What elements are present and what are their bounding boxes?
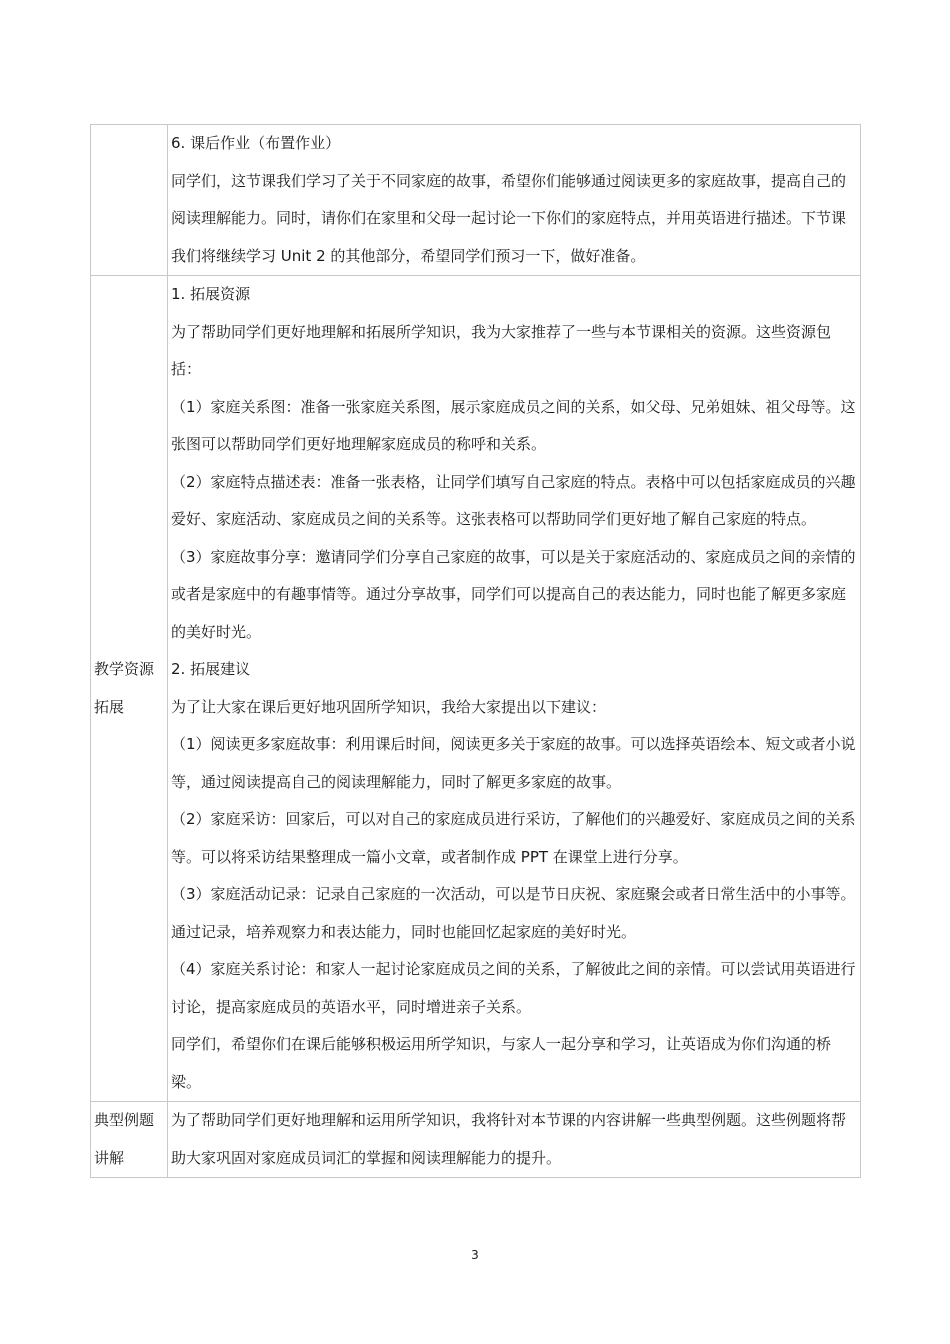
- section-heading: 2. 拓展建议: [171, 660, 251, 678]
- paragraph: 为了让大家在课后更好地巩固所学知识，我给大家提出以下建议：: [171, 697, 607, 716]
- lesson-plan-table: [90, 124, 861, 1178]
- page-number: 3: [471, 1248, 479, 1262]
- paragraph: 为了帮助同学们更好地理解和拓展所学知识，我为大家推荐了一些与本节课相关的资源。这些资源包括：: [171, 322, 832, 378]
- row-label: 教学资源拓展: [91, 276, 168, 1102]
- row-label: [91, 125, 168, 276]
- row-content: [168, 276, 861, 1102]
- row-label: 典型例题讲解: [91, 1102, 168, 1178]
- list-item: （1）阅读更多家庭故事：利用课后时间，阅读更多关于家庭的故事。可以选择英语绘本、短文或者小说等，通过阅读提高自己的阅读理解能力，同时了解更多家庭的故事。: [171, 735, 856, 791]
- list-item: （3）家庭故事分享：邀请同学们分享自己家庭的故事，可以是关于家庭活动的、家庭成员之间的亲情的或者是家庭中的有趣事情等。通过分享故事，同学们可以提高自己的表达能力，同时也能了解更多家庭的美好时光。: [171, 547, 856, 641]
- row-content: [168, 1102, 861, 1178]
- table-row: [91, 1102, 861, 1178]
- list-item: （2）家庭特点描述表：准备一张表格，让同学们填写自己家庭的特点。表格中可以包括家庭成员的兴趣爱好、家庭活动、家庭成员之间的关系等。这张表格可以帮助同学们更好地了解自己家庭的特点。: [171, 472, 856, 528]
- section-heading: 1. 拓展资源: [171, 285, 251, 303]
- table-row: [91, 125, 861, 276]
- row-content: [168, 125, 861, 276]
- paragraph: 同学们，希望你们在课后能够积极运用所学知识，与家人一起分享和学习，让英语成为你们沟通的桥梁。: [171, 1035, 832, 1091]
- section-heading: 6. 课后作业（布置作业）: [171, 134, 341, 152]
- list-item: （1）家庭关系图：准备一张家庭关系图，展示家庭成员之间的关系，如父母、兄弟姐妹、祖父母等。这张图可以帮助同学们更好地理解家庭成员的称呼和关系。: [171, 397, 856, 453]
- list-item: （4）家庭关系讨论：和家人一起讨论家庭成员之间的关系，了解彼此之间的亲情。可以尝试用英语进行讨论，提高家庭成员的英语水平，同时增进亲子关系。: [171, 960, 856, 1016]
- paragraph: 同学们，这节课我们学习了关于不同家庭的故事，希望你们能够通过阅读更多的家庭故事，提高自己的阅读理解能力。同时，请你们在家里和父母一起讨论一下你们的家庭特点，并用英语进行描述。下节课我们将继续学习 Unit 2 的其他部分，希望同学们预习一下，做好准备。: [171, 171, 847, 265]
- list-item: （3）家庭活动记录：记录自己家庭的一次活动，可以是节日庆祝、家庭聚会或者日常生活中的小事等。通过记录，培养观察力和表达能力，同时也能回忆起家庭的美好时光。: [171, 885, 856, 941]
- list-item: （2）家庭采访：回家后，可以对自己的家庭成员进行采访，了解他们的兴趣爱好、家庭成员之间的关系等。可以将采访结果整理成一篇小文章，或者制作成 PPT 在课堂上进行分享。: [171, 810, 856, 866]
- paragraph: 为了帮助同学们更好地理解和运用所学知识，我将针对本节课的内容讲解一些典型例题。这些例题将帮助大家巩固对家庭成员词汇的掌握和阅读理解能力的提升。: [171, 1111, 847, 1167]
- table-row: [91, 276, 861, 1102]
